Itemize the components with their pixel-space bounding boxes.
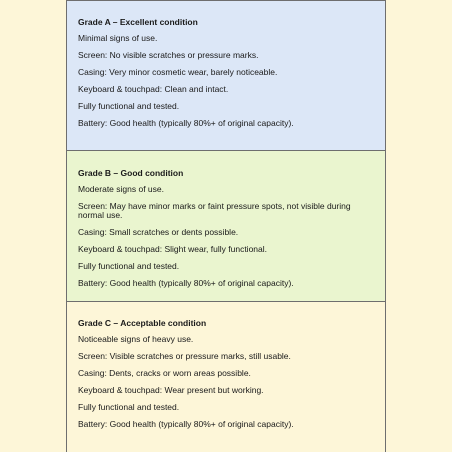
- grade-b-line: Keyboard & touchpad: Slight wear, fully functional.: [78, 244, 268, 254]
- grade-b-title: Grade B – Good condition: [78, 168, 184, 178]
- grade-a-line: Minimal signs of use.: [78, 33, 158, 43]
- grade-a-line: Screen: No visible scratches or pressure marks.: [78, 50, 259, 60]
- grade-c-title: Grade C – Acceptable condition: [78, 318, 207, 328]
- grade-c-line: Casing: Dents, cracks or worn areas possible.: [78, 368, 251, 378]
- grade-c-line: Screen: Visible scratches or pressure marks, still usable.: [78, 351, 291, 361]
- grade-a-line: Battery: Good health (typically 80%+ of original capacity).: [78, 118, 294, 128]
- grade-b-line: Moderate signs of use.: [78, 184, 164, 194]
- grade-b-line: Battery: Good health (typically 80%+ of original capacity).: [78, 278, 294, 288]
- grade-b-line: Fully functional and tested.: [78, 261, 180, 271]
- grade-a-line: Casing: Very minor cosmetic wear, barely noticeable.: [78, 67, 278, 77]
- grade-b-section: [67, 151, 385, 302]
- grade-a-line: Fully functional and tested.: [78, 101, 180, 111]
- grade-a-section: [67, 0, 385, 151]
- grade-a-title: Grade A – Excellent condition: [78, 17, 198, 27]
- grade-b-line: Casing: Small scratches or dents possible.: [78, 227, 239, 237]
- grade-b-line: Screen: May have minor marks or faint pressure spots, not visible during normal use.: [78, 201, 351, 220]
- grade-c-line: Keyboard & touchpad: Wear present but working.: [78, 385, 264, 395]
- grade-c-line: Noticeable signs of heavy use.: [78, 334, 194, 344]
- grade-c-line: Battery: Good health (typically 80%+ of original capacity).: [78, 419, 294, 429]
- grade-c-section: [67, 302, 385, 452]
- grade-a-line: Keyboard & touchpad: Clean and intact.: [78, 84, 229, 94]
- grade-table: [66, 0, 386, 452]
- grade-c-line: Fully functional and tested.: [78, 402, 180, 412]
